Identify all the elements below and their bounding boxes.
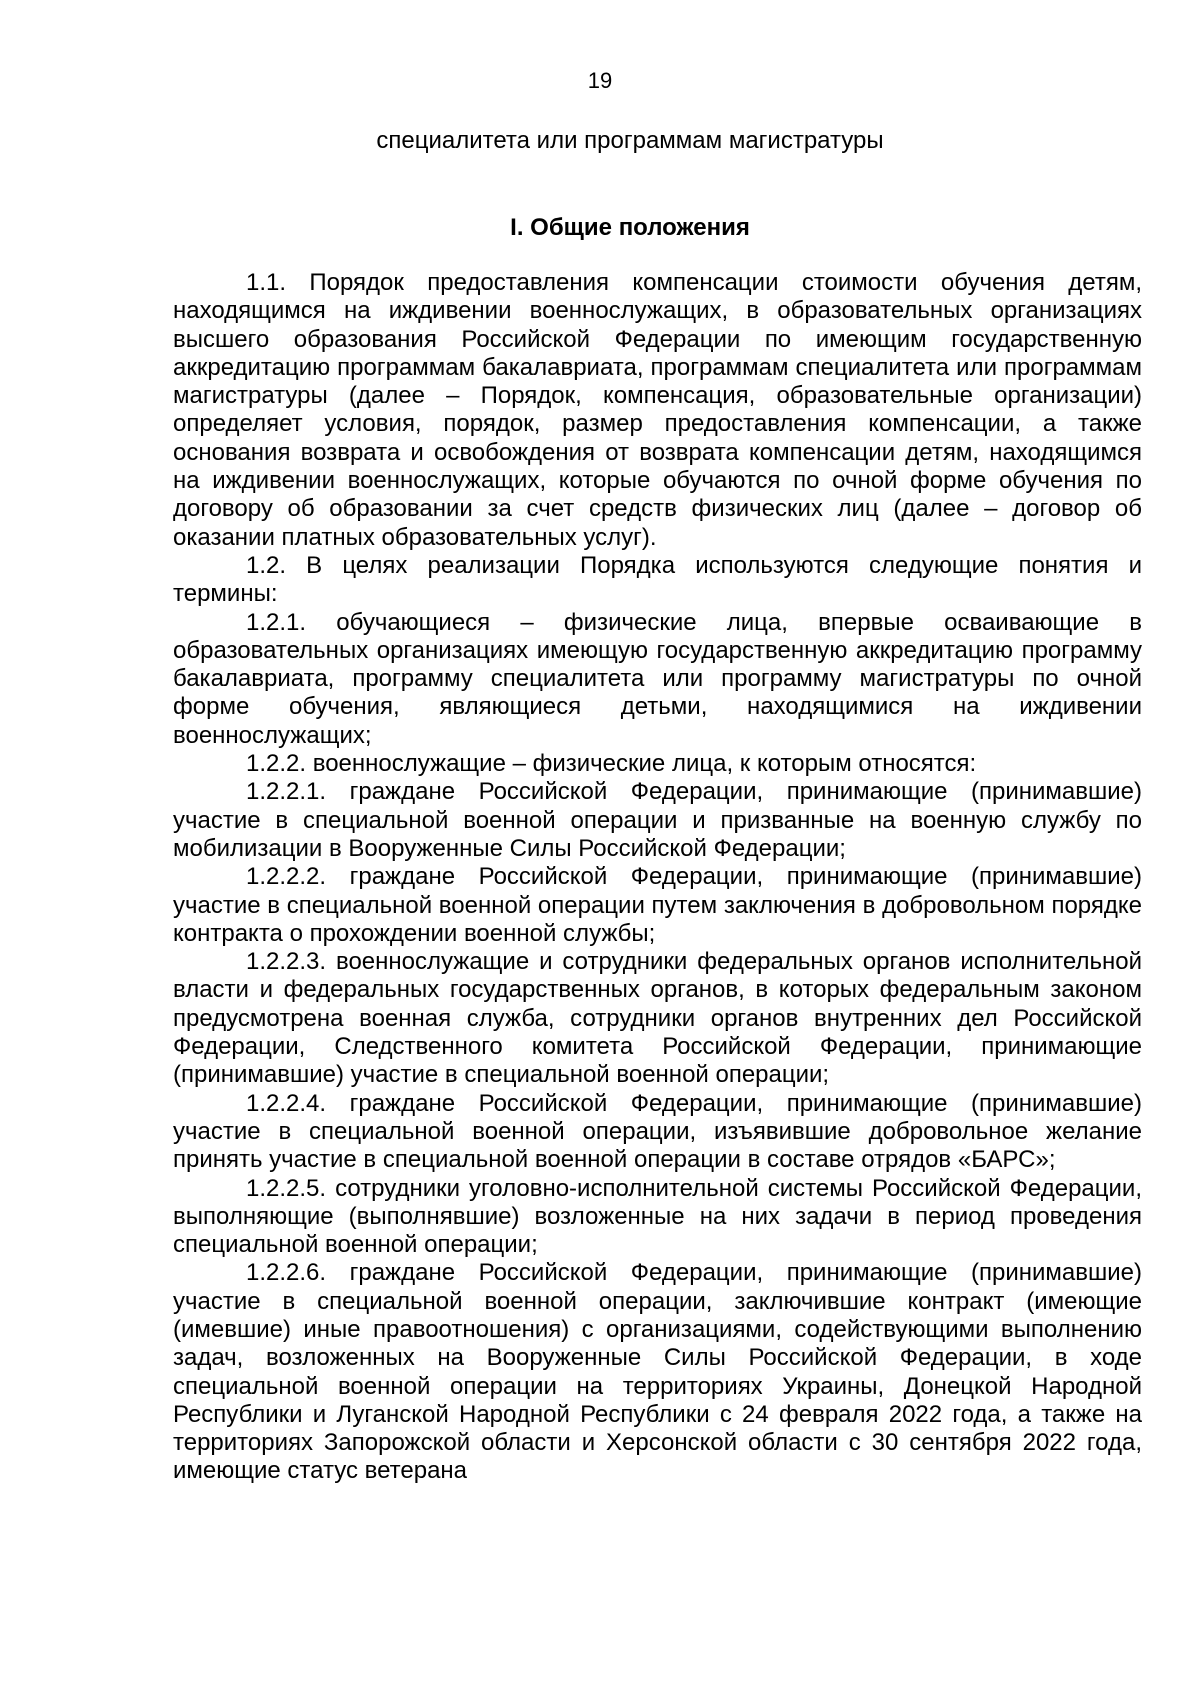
- paragraph-1-2-2-4: 1.2.2.4. граждане Российской Федерации, принимающие (принимавшие) участие в специальной военной операции, изъявившие добровольное желание принять участие в специальной военной операции в составе отрядов «БАРС»;: [173, 1089, 1142, 1174]
- paragraph-1-2-2-2: 1.2.2.2. граждане Российской Федерации, принимающие (принимавшие) участие в специальной военной операции путем заключения в добровольном порядке контракта о прохождении военной службы;: [173, 863, 1142, 947]
- paragraph-1-1: 1.1. Порядок предоставления компенсации стоимости обучения детям, находящимся на иждивении военнослужащих, в образовательных организациях высшего образования Российской Федерации по имеющим государственную аккредитацию программам бакалавриата, программам специалитета или программам магистратуры (далее – Порядок, компенсация, образовательные организации) определяет условия, порядок, размер предоставления компенсации, а также основания возврата и освобождения от возврата компенсации детям, находящимся на иждивении военнослужащих, которые обучаются по очной форме обучения по договору об образовании за счет средств физических лиц (далее – договор об оказании платных образовательных услуг).: [173, 269, 1142, 551]
- paragraph-1-2-2-1: 1.2.2.1. граждане Российской Федерации, принимающие (принимавшие) участие в специальной военной операции и призванные на военную службу по мобилизации в Вооруженные Силы Российской Федерации;: [173, 778, 1142, 862]
- paragraph-1-2: 1.2. В целях реализации Порядка используются следующие понятия и термины:: [173, 551, 1142, 608]
- paragraph-1-2-2-6: 1.2.2.6. граждане Российской Федерации, принимающие (принимавшие) участие в специальной военной операции, заключившие контракт (имеющие (имевшие) иные правоотношения) с организациями, содействующими выполнению задач, возложенных на Вооруженные Силы Российской Федерации, в ходе специальной военной операции на территориях Украины, Донецкой Народной Республики и Луганской Народной Республики с 24 февраля 2022 года, а также на территориях Запорожской области и Херсонской области с 30 сентября 2022 года, имеющие статус ветерана: [173, 1259, 1142, 1485]
- paragraph-1-2-1: 1.2.1. обучающиеся – физические лица, впервые осваивающие в образовательных организациях имеющую государственную аккредитацию программу бакалавриата, программу специалитета или программу магистратуры по очной форме обучения, являющиеся детьми, находящимися на иждивении военнослужащих;: [173, 608, 1142, 749]
- continuation-line: специалитета или программам магистратуры: [376, 127, 884, 154]
- section-title: I. Общие положения: [510, 214, 750, 241]
- paragraph-1-2-2-3: 1.2.2.3. военнослужащие и сотрудники федеральных органов исполнительной власти и федеральных государственных органов, в которых федеральным законом предусмотрена военная служба, сотрудники органов внутренних дел Российской Федерации, Следственного комитета Российской Федерации, принимающие (принимавшие) участие в специальной военной операции;: [173, 948, 1142, 1089]
- paragraph-1-2-2: 1.2.2. военнослужащие – физические лица, к которым относятся:: [246, 750, 977, 778]
- document-body: [173, 269, 1142, 1486]
- paragraph-1-2-2-5: 1.2.2.5. сотрудники уголовно-исполнительной системы Российской Федерации, выполняющие (выполнявшие) возложенные на них задачи в период проведения специальной военной операции;: [173, 1174, 1142, 1259]
- page-number: 19: [587, 68, 613, 93]
